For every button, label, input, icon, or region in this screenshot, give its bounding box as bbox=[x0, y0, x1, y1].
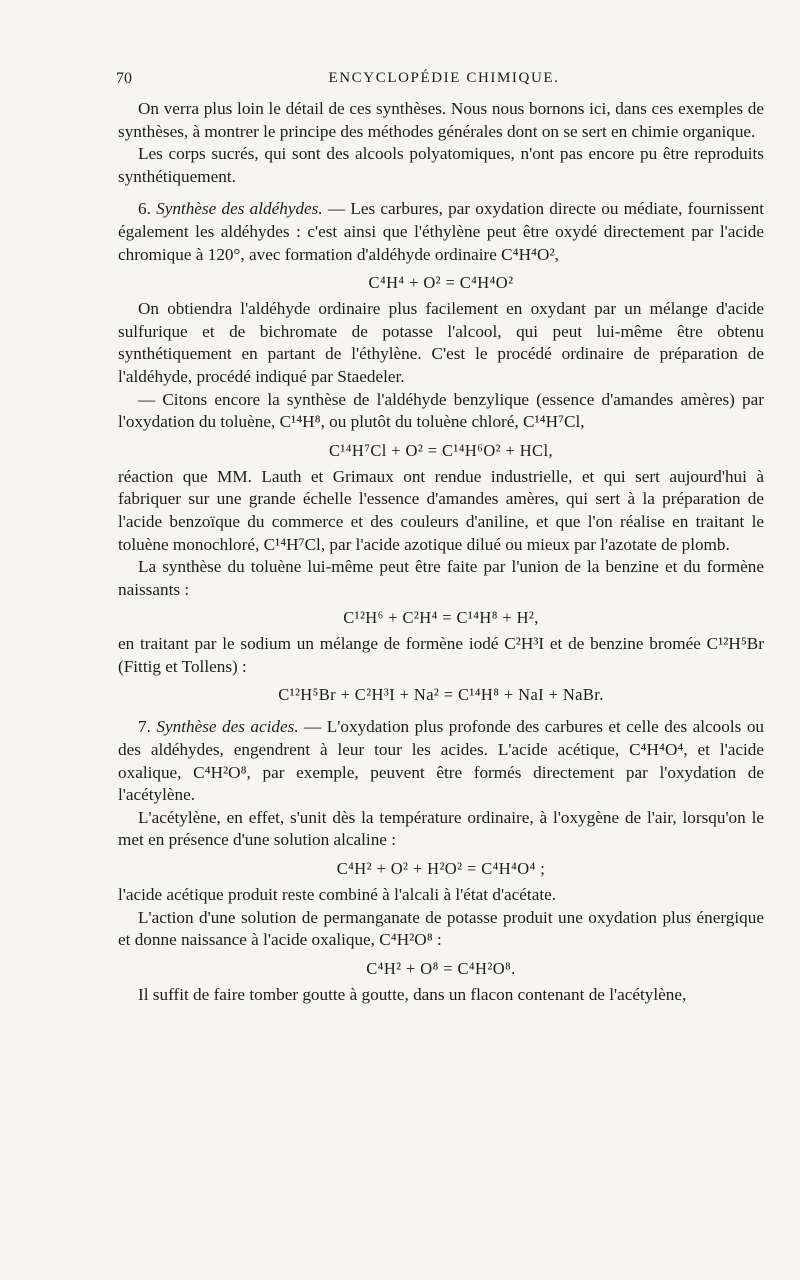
running-head: ENCYCLOPÉDIE CHIMIQUE. bbox=[328, 70, 560, 86]
chemical-equation: C¹⁴H⁷Cl + O² = C¹⁴H⁶O² + HCl, bbox=[329, 440, 553, 460]
section-title: Synthèse des aldéhydes. bbox=[156, 199, 323, 219]
chemical-equation: C⁴H² + O⁸ = C⁴H²O⁸. bbox=[366, 958, 516, 978]
chemical-equation: C¹²H⁵Br + C²H³I + Na² = C¹⁴H⁸ + NaI + NaBr. bbox=[278, 685, 604, 705]
page-header bbox=[116, 70, 772, 92]
chemical-equation: C¹²H⁶ + C²H⁴ = C¹⁴H⁸ + H², bbox=[343, 608, 539, 628]
page-number: 70 bbox=[116, 70, 132, 87]
chemical-equation: C⁴H⁴ + O² = C⁴H⁴O² bbox=[368, 273, 514, 293]
paragraph: l'acide acétique produit reste combiné à l'alcali à l'état d'acétate. bbox=[118, 885, 557, 905]
section-text: — Les carbures, par oxydation directe ou médiate, fournissent également les aldéhydes : c'est ainsi que l'éthylène peut être oxydé directement par l'acide chromique à 120°, avec formation d'aldéhyde ordinaire C⁴H⁴O², bbox=[118, 199, 764, 264]
paragraph: On verra plus loin le détail de ces synthèses. Nous nous bornons ici, dans ces exemples de synthèses, à montrer le principe des méthodes générales dont on se sert en chimie organique. bbox=[118, 99, 764, 141]
chemical-equation: C⁴H² + O² + H²O² = C⁴H⁴O⁴ ; bbox=[336, 859, 546, 879]
section-title: Synthèse des acides. bbox=[156, 717, 299, 737]
paragraph: L'action d'une solution de permanganate de potasse produit une oxydation plus énergique et donne naissance à l'acide oxalique, C⁴H²O⁸ : bbox=[118, 907, 764, 950]
paragraph: L'acétylène, en effet, s'unit dès la température ordinaire, à l'oxygène de l'air, lorsqu'on le met en présence d'une solution alcaline : bbox=[118, 807, 764, 850]
paragraph: réaction que MM. Lauth et Grimaux ont rendue industrielle, et qui sert aujourd'hui à fabriquer sur une grande échelle l'essence d'amandes amères, qui sert à la préparation de l'acide benzoïque du commerce et des couleurs d'aniline, et que l'on réalise en traitant le toluène monochloré, C¹⁴H⁷Cl, par l'acide azotique dilué ou mieux par l'azotate de plomb. bbox=[118, 466, 764, 554]
section-number: 7. bbox=[138, 717, 151, 737]
paragraph: On obtiendra l'aldéhyde ordinaire plus facilement en oxydant par un mélange d'acide sulfurique et de bichromate de potasse l'alcool, qui peut lui-même être obtenu synthétiquement en partant de l'éthylène. C'est le procédé ordinaire de préparation de l'aldéhyde, procédé indiqué par Staedeler. bbox=[118, 299, 764, 386]
paragraph: — Citons encore la synthèse de l'aldéhyde benzylique (essence d'amandes amères) par l'oxydation du toluène, C¹⁴H⁸, ou plutôt du toluène chloré, C¹⁴H⁷Cl, bbox=[118, 389, 764, 432]
paragraph: Les corps sucrés, qui sont des alcools polyatomiques, n'ont pas encore pu être reproduits synthétiquement. bbox=[118, 144, 764, 186]
paragraph: Il suffit de faire tomber goutte à goutte, dans un flacon contenant de l'acétylène, bbox=[138, 984, 687, 1004]
section-6-paragraph bbox=[118, 198, 764, 266]
paragraph: en traitant par le sodium un mélange de formène iodé C²H³I et de benzine bromée C¹²H⁵Br (Fittig et Tollens) : bbox=[118, 634, 764, 676]
section-number: 6. bbox=[138, 199, 151, 219]
section-7-paragraph bbox=[118, 716, 764, 806]
body-text bbox=[118, 98, 764, 1006]
paragraph: La synthèse du toluène lui-même peut être faite par l'union de la benzine et du formène naissants : bbox=[118, 557, 764, 599]
section-text: — L'oxydation plus profonde des carbures et celle des alcools ou des aldéhydes, engendrent à leur tour les acides. L'acide acétique, C⁴H⁴O⁴, et l'acide oxalique, C⁴H²O⁸, par exemple, peuvent être formés directement par l'oxydation de l'acétylène. bbox=[118, 717, 765, 805]
